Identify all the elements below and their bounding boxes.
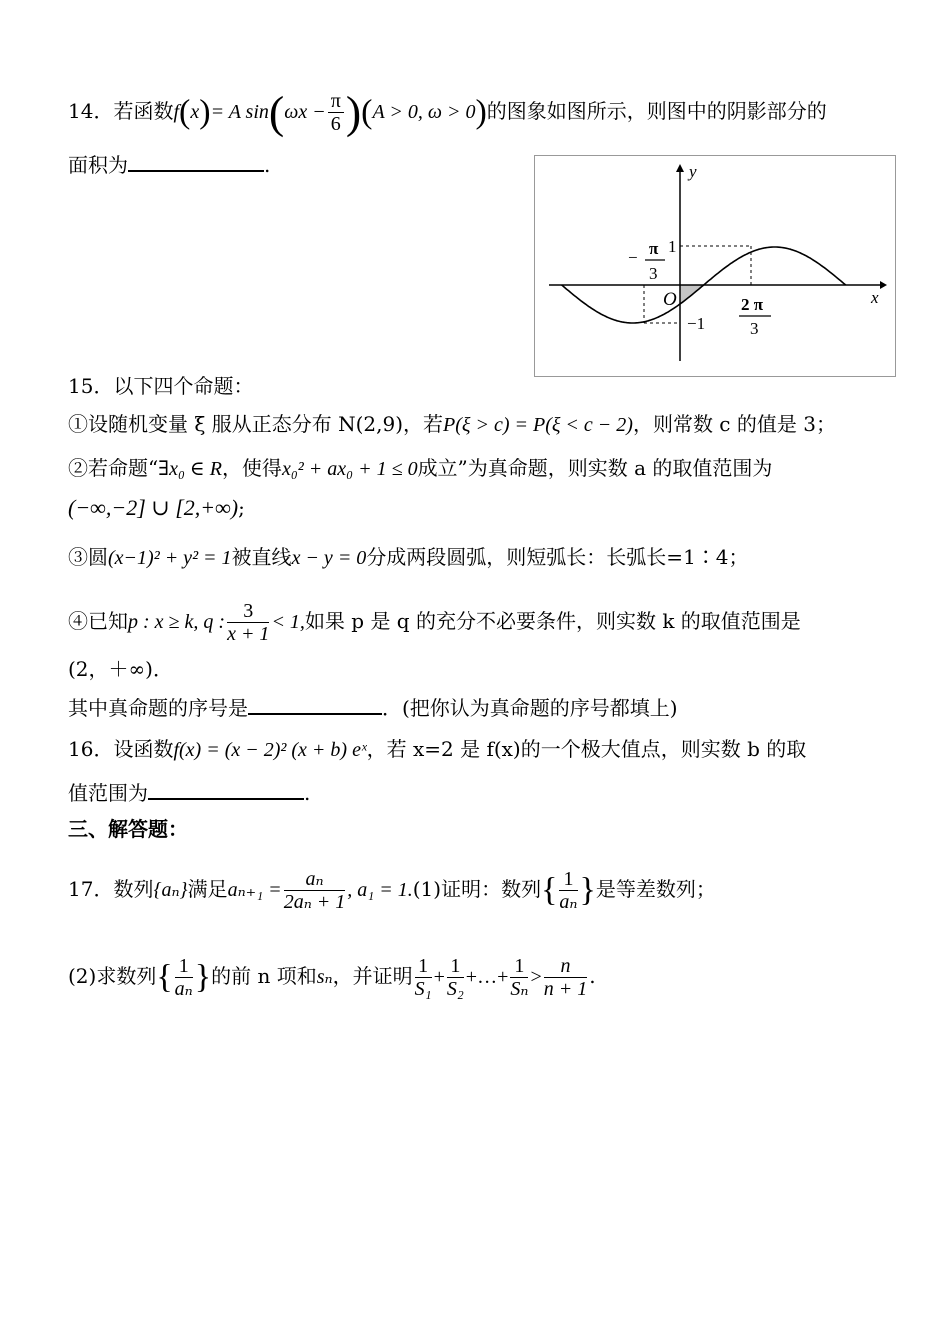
- q15-prop2: ②若命题“∃x₀ ∈ R，使得x₀² + ax₀ + 1 ≤ 0成立”为真命题，则实数 a 的取值范围为: [68, 456, 773, 480]
- neg-pi3-den: 3: [649, 264, 658, 283]
- q15-prop4: ④已知p : x ≥ k, q : $\frac{3}{x + 1}$ < 1,如果 p 是 q 的充分不必要条件，则实数 k 的取值范围是: [68, 600, 801, 645]
- q16-line2: 值范围为 .: [68, 776, 310, 807]
- q15-prop1: ①设随机变量 ξ 服从正态分布 N(2,9)，若P(ξ > c) = P(ξ < c − 2)，则常数 c 的值是 3；: [68, 412, 836, 436]
- y-axis-arrow-icon: [676, 164, 684, 172]
- x-axis-arrow-icon: [880, 281, 887, 289]
- q14-line1: 14．若函数f(x)= A sin(ωx − $\frac{\pi}{6}$ )(A > 0, ω > 0)的图象如图所示，则图中的阴影部分的: [68, 86, 827, 138]
- sine-graph-figure: [534, 155, 896, 377]
- q15-answer-blank[interactable]: [248, 691, 382, 715]
- pos-2pi3-num: 2 π: [741, 295, 764, 314]
- q16-answer-blank[interactable]: [148, 776, 304, 800]
- neg-pi3-sign: −: [628, 248, 638, 267]
- q14-number: 14．: [68, 99, 114, 123]
- x-axis-label: x: [871, 288, 879, 307]
- q14-answer-blank[interactable]: [128, 148, 264, 172]
- y-axis-label: y: [689, 162, 697, 181]
- section-heading: 三、解答题：: [68, 817, 188, 841]
- pos-2pi3-den: 3: [750, 319, 759, 338]
- q15-prop2-range: (−∞,−2] ∪ [2,+∞);: [68, 495, 245, 520]
- q15-prop3: ③圆(x−1)² + y² = 1被直线x − y = 0分成两段圆弧，则短弧长：长弧长=1∶4；: [68, 545, 749, 569]
- min-label: −1: [687, 314, 706, 333]
- q15-intro: 15．以下四个命题：: [68, 374, 254, 398]
- q17-line2: (2)求数列{ $\frac{1}{\text{aₙ}}$ }的前 n 项和sₙ，并证明 $\frac{1}{\text{S₁}}$ + $\frac{1}{\text{S₂}}$ +…+ $\frac{1}{\text{Sₙ}}$ > $\frac{n}{n + 1}$ .: [68, 955, 596, 1000]
- neg-pi3-num: π: [649, 239, 659, 258]
- origin-label: O: [663, 289, 677, 310]
- q14-line2: 面积为 .: [68, 148, 270, 179]
- q17-line1: 17．数列{aₙ}满足aₙ₊₁ = $\frac{\text{aₙ}}{\text{2aₙ + 1}}$ , a₁ = 1.(1)证明：数列{ $\frac{1}{\text{aₙ}}$ }是等差数列；: [68, 868, 716, 913]
- q15-ask: 其中真命题的序号是 ．(把你认为真命题的序号都填上): [68, 691, 678, 722]
- q16-line1: 16．设函数f(x) = (x − 2)² (x + b) eˣ，若 x=2 是 f(x)的一个极大值点，则实数 b 的取: [68, 737, 807, 761]
- q15-prop4-range: (2，＋∞)．: [68, 657, 173, 681]
- max-label: 1: [668, 237, 677, 256]
- sine-graph: [535, 156, 895, 376]
